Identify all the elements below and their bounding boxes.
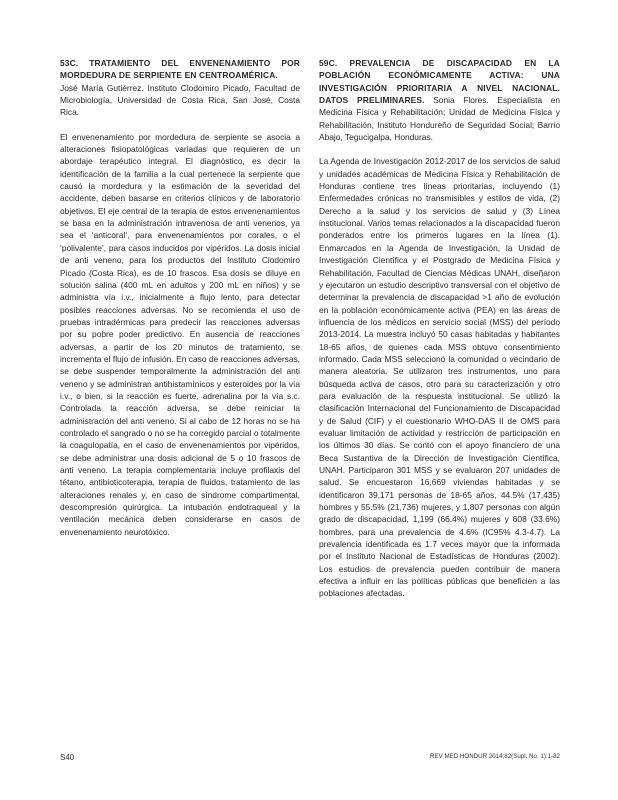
abstract-59c [319,57,560,600]
abstract-53c-authors: José María Gutiérrez. Instituto Clodomiro Picado, Facultad de Microbiología, Universidad de Costa Rica, San José, Costa Rica. [60,82,300,118]
abstract-53c-header [60,57,300,119]
abstract-53c-title: 53C. TRATAMIENTO DEL ENVENENAMIENTO POR MORDEDURA DE SERPIENTE EN CENTROAMÉRICA. [60,58,300,81]
page-number: S40 [60,753,75,762]
journal-citation: REV MED HONDUR 2014;82(Supl. No. 1):1-82 [430,753,560,760]
abstract-59c-authors: Sonia Flores. Especialista en Medicina Física y Rehabilitación; Unidad de Medicina Física y Rehabilitación, Instituto Hondureño de Seguridad Social; Barrio Abajo, Tegucigalpa, Honduras. [319,95,561,143]
abstract-59c-title: 59C. PREVALENCIA DE DISCAPACIDAD EN LA POBLACIÓN ECONÓMICAMENTE ACTIVA: UNA INVESTIGACIÓN PRIORITARIA A NIVEL NACIONAL. DATOS PRELIMINARES. [319,58,560,106]
abstract-53c-body: El envenenamiento por mordedura de serpiente se asocia a alteraciones fisiopatológicas variadas que requieren de un abordaje terapéutico integral. El diagnóstico, es decir la identificación de la familia a la cual pertenece la serpiente que causó la mordedura y la estimación de la severidad del accidente, deben basarse en criterios clínicos y de laboratorio objetivos. El eje central de la terapia de estos envenenamientos se basa en la administración intravenosa de anti venenos, ya sea el ‘anticoral’, para envenenamientos por corales, o el ‘polivalente’, para casos inducidos por vipéridos. La dosis inicial de anti veneno, para los productos del Instituto Clodomiro Picado (Costa Rica), es de 10 frascos. Esa dosis se diluye en solución salina (400 mL en adultos y 200 mL en niños) y se administra vía i.v., inicialmente a flujo lento, para detectar posibles reacciones adversas. No se recomienda el uso de pruebas intradérmicas para predecir las reacciones adversas por su pobre poder predictivo. En ausencia de reacciones adversas, a partir de los 20 minutos de tratamiento, se incrementa el flujo de infusión. En caso de reacciones adversas, se debe suspender temporalmente la administración del anti veneno y se administran antihistamínicos y esteroides por la vía i.v., o bien, si la reacción es fuerte, adrenalina por la vía s.c. Controlada la reacción adversa, se debe reiniciar la administración del anti veneno. Si al cabo de 12 horas no se ha controlado el sangrado o no se ha corregido parcial o totalmente la coagulopatía, en el caso de envenenamientos por vipéridos, se debe administrar una dosis adicional de 5 o 10 frascos de anti veneno. La terapia complementaria incluye profilaxis del tétano, antibioticoterapia, terapia de fluidos, tratamiento de las alteraciones renales y, en caso de síndrome compartimental, descompresión quirúrgica. La intubación endotraqueal y la ventilación mecánica deben considerarse en casos de envenenamiento neurotóxico. [60,131,300,537]
abstract-53c [60,57,300,538]
abstract-59c-body: La Agenda de Investigación 2012-2017 de los servicios de salud y unidades académicas de Medicina Física y Rehabilitación de Honduras contiene tres líneas prioritarias, incluyendo (1) Enfermedades crónicas no transmisibles y estilos de vida, (2) Derecho a la salud y los servicios de salud y (3) Línea institucional. Varios temas relacionados a la discapacidad fueron ponderados entre los primeros lugares en la línea (1). Enmarcados en la Agenda de Investigación, la Unidad de Investigación Científica y el Postgrado de Medicina Física y Rehabilitación, Facultad de Ciencias Médicas UNAH, diseñaron y ejecutaron un estudio descriptivo transversal con el objetivo de determinar la prevalencia de discapacidad >1 año de evolución en la población económicamente activa (PEA) en las áreas de influencia de los médicos en servicio social (MSS) del período 2013-2014. La muestra incluyó 50 casas habitadas y habitantes 18-65 años, de quienes cada MSS obtuvo consentimiento informado. Cada MSS seleccionó la comunidad o vecindario de manera aleatoria. Se utilizaron tres instrumentos, uno para búsqueda activa de casos, otro para su caracterización y otro para evaluación de la respuesta institucional. Se utilizó la clasificación Internacional del Funcionamiento de Discapacidad y de Salud (CIF) y el cuestionario WHO-DAS II de OMS para evaluar limitación de actividad y restricción de participación en los últimos 30 días. Se contó con el apoyo financiero de una Beca Sustantiva de la Dirección de Investigación Científica, UNAH. Participaron 301 MSS y se evaluaron 207 unidades de salud. Se encuestaron 16,669 viviendas habitadas y se identificaron 39,171 personas de 18-65 años, 44.5% (17,435) hombres y 55.5% (21,736) mujeres, y 1,807 personas con algún grado de discapacidad, 1,199 (66.4%) mujeres y 608 (33.6%) hombres, para una prevalencia de 4.6% (IC95% 4.3-4.7). La prevalencia identificada es 1.7 veces mayor que la informada por el Instituto Nacional de Estadísticas de Honduras (2002). Los estudios de prevalencia pueden contribuir de manera efectiva a influir en las políticas públicas que beneficien a las poblaciones afectadas. [319,156,560,599]
abstract-59c-header [319,57,560,143]
